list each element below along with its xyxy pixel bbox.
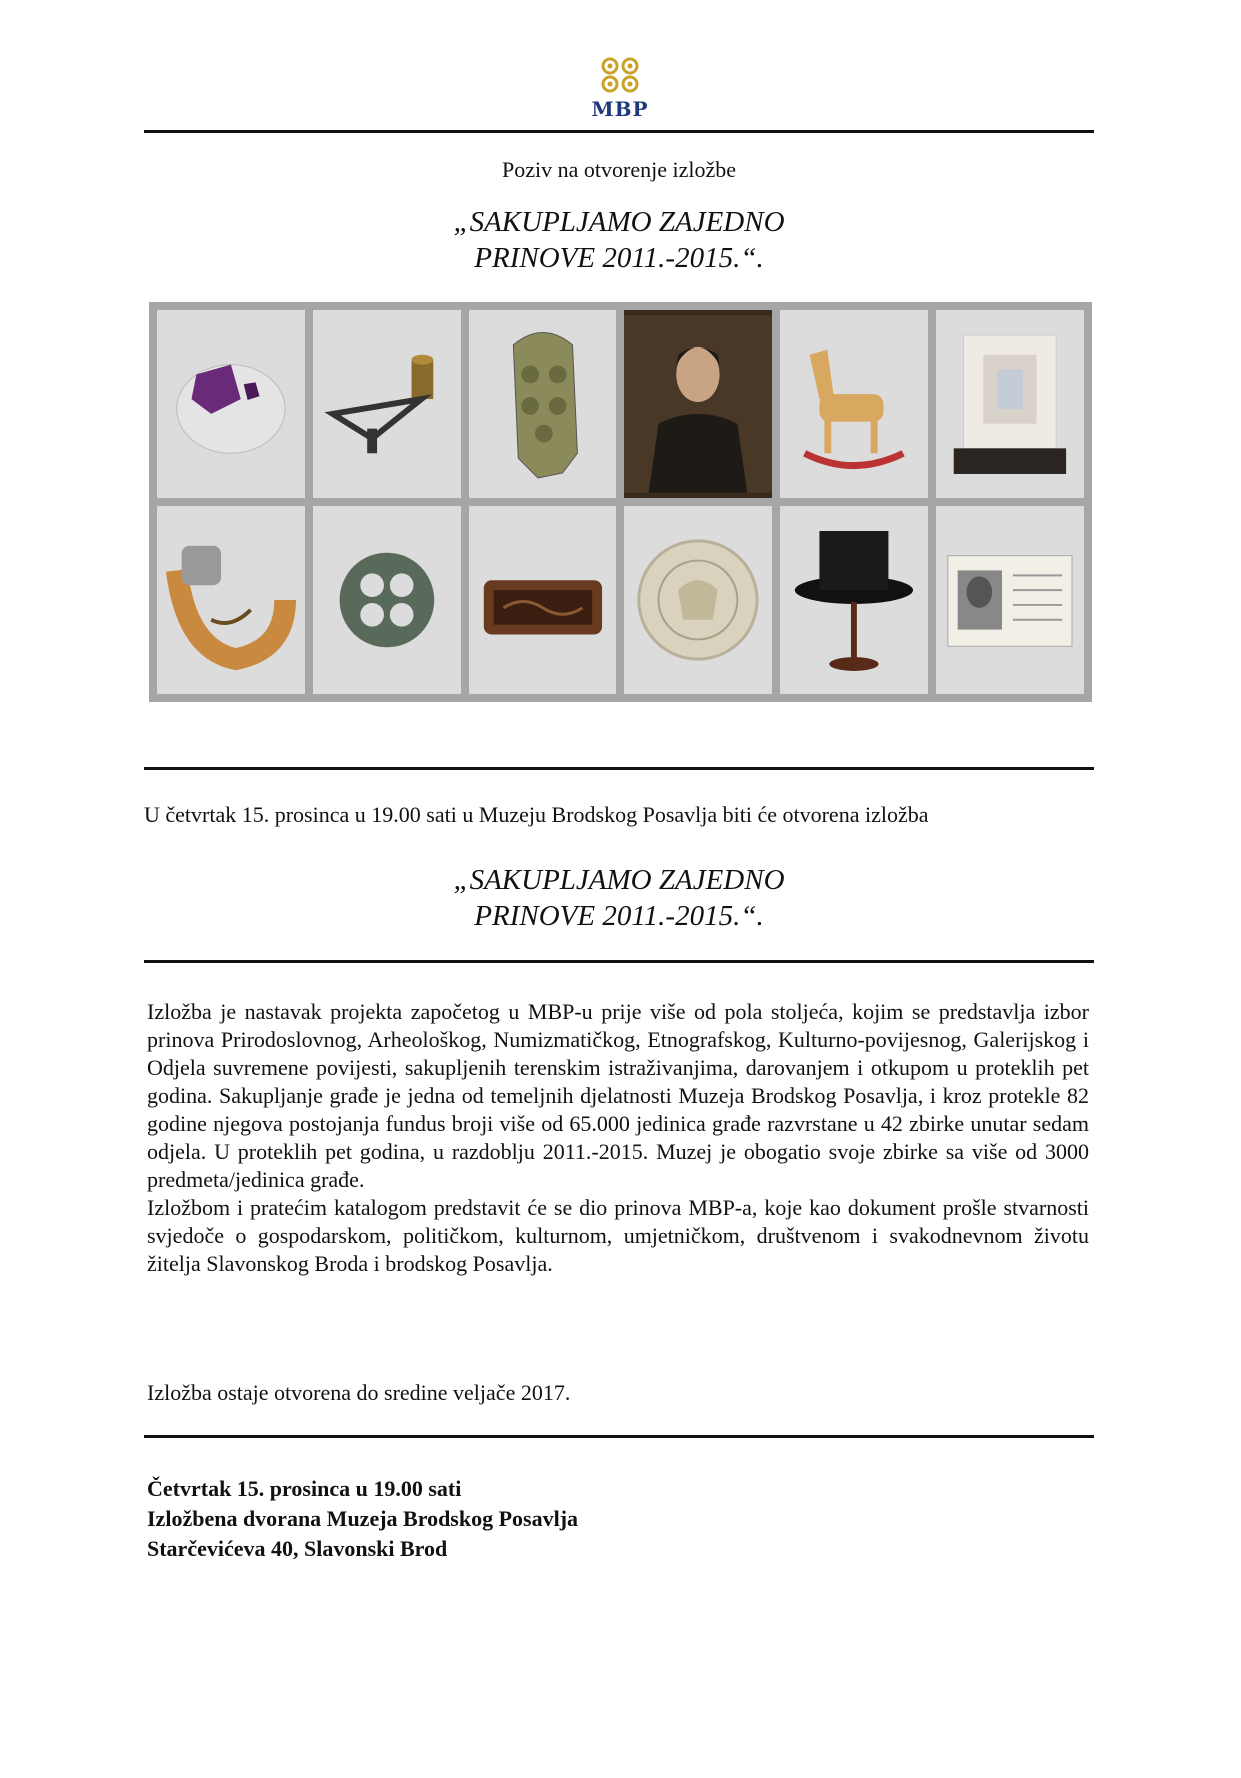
mbp-logo xyxy=(585,55,655,125)
divider-before-body xyxy=(144,960,1094,963)
id-document-image xyxy=(936,506,1084,694)
stone-frame-sculpture-image xyxy=(936,310,1084,498)
brass-instrument-image xyxy=(313,310,461,498)
body-paragraph-2: Izložbom i pratećim katalogom predstavit će se dio prinova MBP-a, koje kao dokument prošle stvarnosti svjedoče o gospodarskom, političkom, kulturnom, umjetničkom, društvenom i svakodnevnom životu žitelja Slavonskog Broda i brodskog Posavlja. xyxy=(147,1195,1089,1276)
event-venue: Izložbena dvorana Muzeja Brodskog Posavlja xyxy=(147,1506,579,1531)
silver-coin-image xyxy=(624,506,772,694)
description-body xyxy=(147,998,1089,1278)
event-date: Četvrtak 15. prosinca u 19.00 sati xyxy=(147,1476,462,1501)
title-line-2: PRINOVE 2011.-2015.“. xyxy=(474,242,764,274)
portrait-painting-image xyxy=(624,310,772,498)
announcement-text: U četvrtak 15. prosinca u 19.00 sati u Muzeju Brodskog Posavlja biti će otvorena izložba xyxy=(144,802,929,827)
exhibition-title-bottom xyxy=(144,862,1094,934)
rocking-horse-image xyxy=(780,310,928,498)
logo-text: MBP xyxy=(591,97,649,121)
body-paragraph-1: Izložba je nastavak projekta započetog u MBP-u prije više od pola stoljeća, kojim se predstavlja izbor prinova Prirodoslovnog, Arheološkog, Numizmatičkog, Etnografskog, Kulturno-povijesnog, Galerijskog i Odjela suvremene povijesti, sakupljenih terenskim istraživanjima, darovanjem i otkupom u proteklih pet godina. Sakupljanje građe je jedna od temeljnih djelatnosti Muzeja Brodskog Posavlja, i kroz protekle 82 godine njegova postojanja fundus broji više od 65.000 jedinica građe razvrstane u 42 zbirke unutar sedam odjela. U proteklih pet godina, u razdoblju 2011.-2015. Muzej je obogatio svoje zbirke sa više od 3000 predmeta/jedinica građe. xyxy=(147,999,1089,1192)
event-details xyxy=(147,1474,578,1564)
closing-text: Izložba ostaje otvorena do sredine veljače 2017. xyxy=(147,1380,571,1405)
mbp-ornament-icon xyxy=(597,55,643,95)
collection-image-grid xyxy=(149,302,1092,702)
invite-line: Poziv na otvorenje izložbe xyxy=(502,157,736,182)
title-line-1: „SAKUPLJAMO ZAJEDNO xyxy=(453,864,785,896)
divider-after-images xyxy=(144,767,1094,770)
top-hat-image xyxy=(780,506,928,694)
divider-top xyxy=(144,130,1094,133)
ornate-pipe-image xyxy=(157,506,305,694)
divider-before-footer xyxy=(144,1435,1094,1438)
title-line-1: „SAKUPLJAMO ZAJEDNO xyxy=(453,206,785,238)
wooden-mold-image xyxy=(469,506,617,694)
exhibition-title-top xyxy=(144,204,1094,276)
bronze-plaque-image xyxy=(469,310,617,498)
metal-buckle-image xyxy=(313,506,461,694)
amethyst-mineral-image xyxy=(157,310,305,498)
event-address: Starčevićeva 40, Slavonski Brod xyxy=(147,1536,448,1561)
title-line-2: PRINOVE 2011.-2015.“. xyxy=(474,900,764,932)
